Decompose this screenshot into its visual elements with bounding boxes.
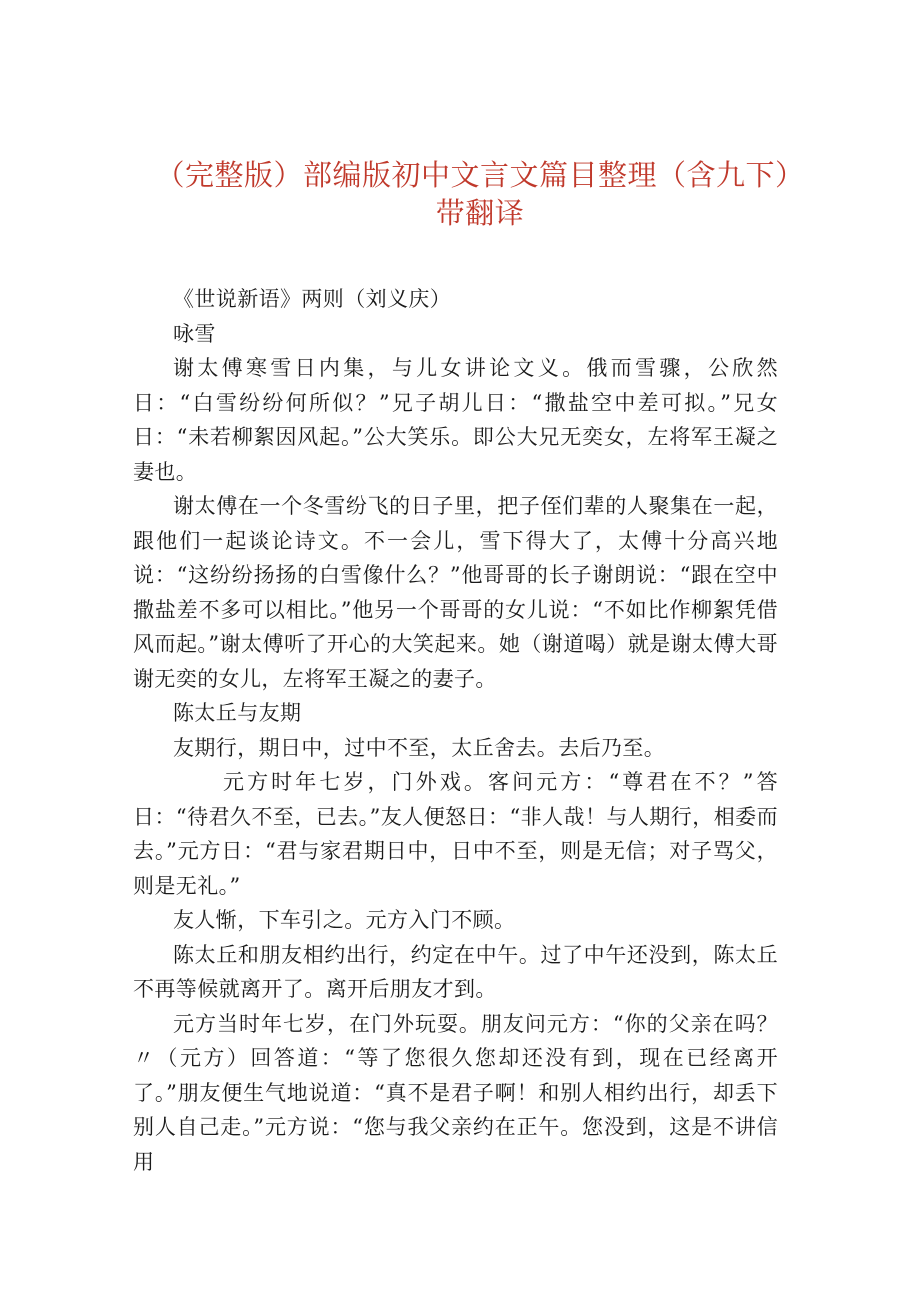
document-title: （完整版）部编版初中文言文篇目整理（含九下）带翻译	[155, 158, 805, 230]
section-heading-shishuo: 《世说新语》两则（刘义庆）	[173, 287, 452, 311]
paragraph-chentaiqiu-original-3: 友人惭，下车引之。元方入门不顾。	[173, 908, 516, 932]
paragraph-yongxue-translation: 谢太傅在一个冬雪纷飞的日子里，把子侄们辈的人聚集在一起，跟他们一起谈论诗文。不一会儿，雪下得大了，太傅十分高兴地说：“这纷纷扬扬的白雪像什么？”他哥哥的长子谢朗说：“跟在空中撒盐差不多可以相比。”他另一个哥哥的女儿说：“不如比作柳絮凭借风而起。”谢太傅听了开心的大笑起来。她（谢道喝）就是谢太傅大哥谢无奕的女儿，左将军王凝之的妻子。	[133, 494, 778, 691]
paragraph-chentaiqiu-translation-2: 元方当时年七岁，在门外玩耍。朋友问元方：“你的父亲在吗？〃（元方）回答道：“等了您很久您却还没有到，现在已经离开了。”朋友便生气地说道：“真不是君子啊！和别人相约出行，却丢下别人自己走。”元方说：“您与我父亲约在正午。您没到，这是不讲信用	[133, 1011, 778, 1174]
paragraph-chentaiqiu-original-2: 元方时年七岁，门外戏。客问元方：“尊君在不？”答日：“待君久不至，已去。”友人便怒日：“非人哉！与人期行，相委而去。”元方日：“君与家君期日中，日中不至，则是无信；对子骂父，则是无礼。”	[133, 770, 778, 898]
paragraph-chentaiqiu-original-1: 友期行，期日中，过中不至，太丘舍去。去后乃至。	[173, 735, 666, 760]
subsection-heading-yongxue: 咏雪	[173, 321, 216, 346]
document-body	[133, 282, 778, 1179]
paragraph-chentaiqiu-translation-1: 陈太丘和朋友相约出行，约定在中午。过了中午还没到，陈太丘不再等候就离开了。离开后朋友才到。	[133, 942, 778, 1001]
paragraph-yongxue-original: 谢太傅寒雪日内集，与儿女讲论文义。俄而雪骤，公欣然日：“白雪纷纷何所似？”兄子胡儿日：“撒盐空中差可拟。”兄女日：“未若柳絮因风起。”公大笑乐。即公大兄无奕女，左将军王凝之妻也。	[133, 356, 778, 484]
subsection-heading-chentaiqiu: 陈太丘与友期	[173, 701, 302, 725]
